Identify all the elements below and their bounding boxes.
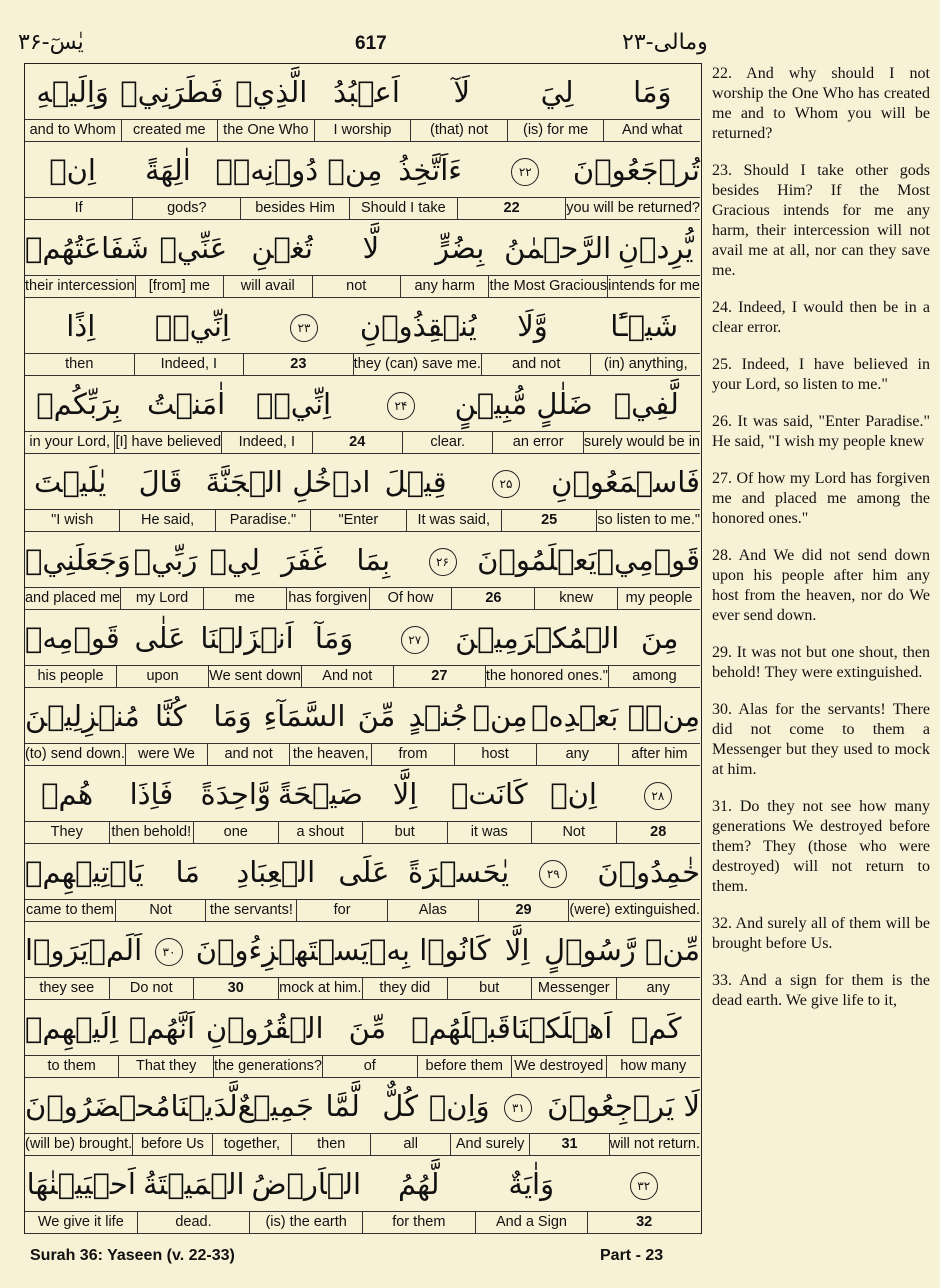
arabic-word: اٰلِهَةً [144, 153, 191, 187]
word-translation: (is) for me [507, 120, 604, 141]
verse-number-cell: 22 [457, 198, 565, 219]
verse-end-marker: ۳۰ [155, 938, 183, 966]
arabic-word: بِضُرٍّ [435, 231, 485, 265]
arabic-word: عَلٰى [134, 621, 186, 655]
translation-row [25, 432, 700, 454]
arabic-word: جُنۡدٍ [408, 699, 468, 733]
verse-block [25, 532, 700, 610]
verse-translation: 25. Indeed, I have believed in your Lord, so listen to me." [712, 356, 930, 393]
word-translation: surely would be in [583, 432, 700, 453]
word-translation: the heaven, [289, 744, 371, 765]
word-translation: clear. [402, 432, 492, 453]
word-translation: how many [606, 1056, 701, 1077]
word-translation: and not [207, 744, 289, 765]
arabic-word: لَّفِيۡ [613, 387, 679, 421]
arabic-word: كُلٌّ [382, 1089, 419, 1123]
word-translation: then [65, 356, 94, 372]
arabic-word: مِنَ [640, 621, 679, 655]
word-translation: my people [617, 588, 700, 609]
word-translation: after him [618, 744, 700, 765]
verse-end-marker: ۲۹ [539, 860, 567, 888]
word-translation: host [454, 744, 536, 765]
word-translation: among [608, 666, 700, 687]
arabic-word [347, 376, 454, 431]
translation-row [25, 744, 700, 766]
arabic-word: ضَلٰلٍ مُّبِيۡنٍ [454, 387, 593, 421]
arabic-word: وَاٰيَةٌ [508, 1167, 555, 1201]
translation-column [712, 64, 930, 1028]
verse-end-marker: ۲۷ [401, 626, 429, 654]
word-translation: any harm [400, 276, 488, 297]
arabic-word: تُغۡنِ [251, 231, 313, 265]
verse-block [25, 1156, 700, 1234]
translation-row [25, 120, 700, 142]
word-translation: you will be returned? [565, 198, 700, 219]
verse-block [25, 688, 700, 766]
arabic-word: اَنَّهُمۡ [128, 1011, 196, 1045]
arabic-row [25, 844, 700, 900]
arabic-word: الۡمَيۡتَةُ [142, 1167, 245, 1201]
arabic-row [25, 1078, 700, 1134]
arabic-word: لَآ [453, 75, 471, 109]
word-translation: before Us [132, 1134, 211, 1155]
para-name-urdu: ومالی-۲۳ [622, 30, 708, 55]
word-translation: He said, [119, 510, 214, 531]
word-translation: intends for me [607, 276, 700, 297]
word-translation: they see [39, 980, 95, 996]
page-number: 617 [355, 33, 387, 54]
verse-number-cell: 24 [312, 432, 402, 453]
word-translation: an error [492, 432, 582, 453]
translation-row [25, 822, 700, 844]
verse-block [25, 1000, 700, 1078]
arabic-word: اَحۡيَيۡنٰهَا [26, 1167, 136, 1201]
word-translation: mock at him. [278, 978, 363, 999]
arabic-word: وَاِلَيۡهِ [36, 75, 109, 109]
word-translation: We give it life [37, 1214, 124, 1230]
verse-translation: 29. It was not but one shout, then behold! They were extinguished. [712, 644, 930, 681]
word-translation: And a Sign [475, 1212, 588, 1233]
arabic-word: قَوۡمِهٖ [24, 621, 120, 655]
word-translation: Should I take [349, 198, 457, 219]
arabic-word: اِذًا [66, 309, 96, 343]
word-translation: Messenger [531, 978, 616, 999]
arabic-word: وَمَا [213, 699, 252, 733]
verse-translation: 31. Do they not see how many generations We destroyed before them? They (those who were destroyed) will not return to them. [712, 798, 930, 895]
word-translation: a shout [278, 822, 363, 843]
arabic-word: صَيۡحَةً [277, 777, 363, 811]
verse-end-marker: ۲۵ [492, 470, 520, 498]
arabic-word: لِيۡ [209, 543, 260, 577]
arabic-word: اَهۡلَكۡنَا [510, 1011, 613, 1045]
arabic-word: يُّرِدۡنِ [617, 231, 694, 265]
word-translation: That they [118, 1056, 213, 1077]
word-translation: of [322, 1056, 417, 1077]
word-by-word-grid [24, 63, 702, 1234]
word-translation: the honored ones." [485, 666, 608, 687]
verse-block [25, 142, 700, 220]
word-translation: knew [534, 588, 617, 609]
verse-end-marker: ۲۳ [290, 314, 318, 342]
arabic-word: مَا [175, 855, 200, 889]
translation-row [25, 1212, 700, 1234]
word-translation: (is) the earth [249, 1212, 362, 1233]
verse-end-marker: ۲۶ [429, 548, 457, 576]
verse-translation: 23. Should I take other gods besides Him? If the Most Gracious intends for me any harm, their intercession will not avail me at all, nor can they save me. [712, 162, 930, 279]
word-translation: not [312, 276, 400, 297]
word-translation: Alas [387, 900, 478, 921]
verse-translation: 24. Indeed, I would then be in a clear error. [712, 299, 930, 336]
arabic-word: الَّذِيۡ [235, 75, 308, 109]
word-translation: my Lord [120, 588, 203, 609]
verse-translation: 28. And We did not send down upon his people after him any host from the heaven, nor do We ever send down. [712, 547, 930, 624]
arabic-word: شَفَاعَتُهُمۡ [25, 231, 149, 265]
arabic-word: مِنۡۢ بَعۡدِهٖ [531, 699, 700, 733]
arabic-word: هُمۡ [41, 777, 94, 811]
arabic-word: تُرۡجَعُوۡنَ [572, 153, 700, 187]
word-translation: will avail [223, 276, 311, 297]
arabic-word: ادۡخُلِ الۡجَنَّةَ [205, 465, 371, 499]
verse-block [25, 922, 700, 1000]
verse-number-cell: 23 [243, 354, 353, 375]
word-translation: (will be) brought. [25, 1136, 133, 1152]
arabic-word: كَمۡ [630, 1011, 682, 1045]
verse-block [25, 454, 700, 532]
arabic-word [248, 298, 360, 353]
arabic-word [408, 532, 477, 587]
arabic-word: وَمَا [633, 75, 672, 109]
arabic-word: فَاسۡمَعُوۡنِ [551, 465, 700, 499]
arabic-word: مِّنَ [348, 1011, 387, 1045]
verse-number-cell: 28 [616, 822, 701, 843]
arabic-word: مِنۡ دُوۡنِهٖۤ [215, 153, 383, 187]
verse-translation: 32. And surely all of them will be brought before Us. [712, 915, 930, 952]
word-translation: And surely [450, 1134, 529, 1155]
arabic-word [490, 1078, 547, 1133]
arabic-word: لَا يَرۡجِعُوۡنَ [547, 1089, 700, 1123]
arabic-word: خٰمِدُوۡنَ [597, 855, 700, 889]
arabic-word [142, 922, 196, 977]
word-translation: We destroyed [511, 1056, 606, 1077]
word-translation: It was said, [406, 510, 501, 531]
verse-translation: 26. It was said, "Enter Paradise." He said, "I wish my people knew [712, 413, 930, 450]
arabic-word: وَمَآ [314, 621, 354, 655]
word-translation: so listen to me." [596, 510, 700, 531]
word-translation: created me [121, 120, 218, 141]
word-translation: came to them [25, 902, 114, 918]
word-translation: If [74, 200, 83, 216]
arabic-word: عَنِّيۡ [159, 231, 228, 265]
word-translation: "Enter [310, 510, 405, 531]
arabic-word: اَنۡزَلۡنَا [200, 621, 294, 655]
word-translation: they (can) save me. [353, 354, 481, 375]
verse-end-marker: ۳۱ [504, 1094, 532, 1122]
arabic-word [374, 610, 455, 665]
word-translation: upon [116, 666, 208, 687]
arabic-row [25, 220, 700, 276]
word-translation: to them [47, 1058, 96, 1074]
arabic-word: اَلَمۡ [88, 933, 143, 967]
verse-number-cell: 31 [529, 1134, 608, 1155]
arabic-word: وَّلَا [517, 309, 548, 343]
verse-block [25, 298, 700, 376]
verse-block [25, 766, 700, 844]
arabic-word: اِلَّا [504, 933, 530, 967]
arabic-word: اِنِّيۡۤ [255, 387, 332, 421]
arabic-word [509, 844, 597, 899]
arabic-word: كَانَتۡ [451, 777, 528, 811]
word-translation: from [371, 744, 453, 765]
arabic-word: يُنۡقِذُوۡنِ [359, 309, 477, 343]
page-header [0, 30, 940, 60]
word-translation: the servants! [205, 900, 296, 921]
arabic-row [25, 1000, 700, 1056]
arabic-word: ءَاَتَّخِذُ [398, 153, 462, 187]
arabic-word: يَعۡلَمُوۡنَ [477, 543, 597, 577]
arabic-word: اَعۡبُدُ [333, 75, 400, 109]
word-translation: but [447, 978, 532, 999]
arabic-word: فَاِذَا [129, 777, 174, 811]
word-translation: his people [37, 668, 104, 684]
arabic-word [478, 142, 573, 197]
arabic-word: يَسۡتَهۡزِءُوۡنَ [195, 933, 369, 967]
arabic-word: رَبِّيۡ [133, 543, 198, 577]
arabic-word [461, 454, 551, 509]
arabic-word: الرَّحۡمٰنُ [504, 231, 612, 265]
arabic-row [25, 922, 700, 978]
word-translation: and not [481, 354, 591, 375]
arabic-word: اٰمَنۡتُ [146, 387, 226, 421]
word-translation: Of how [369, 588, 452, 609]
translation-row [25, 276, 700, 298]
verse-block [25, 844, 700, 922]
word-translation: me [203, 588, 286, 609]
arabic-word: اِنۡ [49, 153, 96, 187]
arabic-word: السَّمَآءِ [263, 699, 346, 733]
verse-block [25, 1078, 700, 1156]
arabic-word [588, 1156, 701, 1211]
word-translation: has forgiven [286, 588, 369, 609]
word-translation: their intercession [25, 278, 135, 294]
word-translation: dead. [137, 1212, 250, 1233]
word-translation: [I] have believed [114, 432, 221, 453]
arabic-word: جَمِيۡعٌ [237, 1089, 314, 1123]
word-translation: We sent down [208, 666, 301, 687]
arabic-row [25, 610, 700, 666]
arabic-word: قِيۡلَ [384, 465, 447, 499]
verse-block [25, 376, 700, 454]
arabic-word: اِلَّا [392, 777, 418, 811]
arabic-row [25, 64, 700, 120]
arabic-word: الۡمُكۡرَمِيۡنَ [455, 621, 620, 655]
arabic-word: لَّا [362, 231, 380, 265]
arabic-row [25, 142, 700, 198]
arabic-word: وَاِنۡ [428, 1089, 490, 1123]
word-translation: Paradise." [215, 510, 310, 531]
word-translation: and placed me [24, 590, 121, 606]
word-translation: and to Whom [29, 122, 116, 138]
arabic-word: لِيَ [540, 75, 574, 109]
verse-translation: 22. And why should I not worship the One Who has created me and to Whom you will be returned? [712, 65, 930, 142]
verse-number-cell: 32 [587, 1212, 700, 1233]
verse-block [25, 610, 700, 688]
word-translation: (were) extinguished. [568, 900, 700, 921]
word-translation: then behold! [109, 822, 194, 843]
arabic-row [25, 376, 700, 432]
part-footer: Part - 23 [600, 1247, 664, 1264]
word-translation: they did [362, 978, 447, 999]
word-translation: gods? [132, 198, 240, 219]
word-translation: "I wish [51, 512, 94, 528]
arabic-row [25, 532, 700, 588]
arabic-word: الۡعِبَادِ [236, 855, 316, 889]
verse-number-cell: 29 [478, 900, 569, 921]
arabic-word: مِّنۡ رَّسُوۡلٍ [544, 933, 700, 967]
arabic-word: فَطَرَنِيۡ [120, 75, 224, 109]
arabic-word: الۡاَرۡضُ [251, 1167, 362, 1201]
translation-row [25, 1134, 700, 1156]
arabic-word: بِمَا [356, 543, 391, 577]
arabic-row [25, 1156, 700, 1212]
arabic-word: مُحۡضَرُوۡنَ [25, 1089, 171, 1123]
word-translation: Not [115, 900, 206, 921]
word-translation: (in) anything, [590, 354, 700, 375]
word-translation: were We [125, 744, 207, 765]
word-translation: for [296, 900, 387, 921]
arabic-word: مِنۡ [472, 699, 528, 733]
word-translation: then [291, 1134, 370, 1155]
arabic-word: مُنۡزِلِيۡنَ [25, 699, 140, 733]
word-translation: any [616, 978, 701, 999]
word-translation: will not return. [609, 1134, 700, 1155]
translation-row [25, 1056, 700, 1078]
arabic-word: لَّدَيۡنَا [170, 1089, 238, 1123]
arabic-word: وَجَعَلَنِيۡ [25, 543, 131, 577]
word-translation: Indeed, I [134, 354, 244, 375]
verse-block [25, 220, 700, 298]
word-translation: the One Who [217, 120, 314, 141]
arabic-row [25, 766, 700, 822]
translation-row [25, 978, 700, 1000]
arabic-row [25, 454, 700, 510]
arabic-word: يَاۡتِيۡهِمۡ [25, 855, 144, 889]
word-translation: I worship [314, 120, 411, 141]
word-translation: together, [212, 1134, 291, 1155]
word-translation: Not [531, 822, 616, 843]
word-translation: in your Lord, [29, 434, 110, 450]
arabic-word: يَرَوۡا [25, 933, 89, 967]
verse-end-marker: ۲۸ [644, 782, 672, 810]
word-translation: it was [447, 822, 532, 843]
arabic-word: قَالَ [138, 465, 183, 499]
arabic-word: لَّهُمُ [397, 1167, 440, 1201]
surah-name-urdu: یٰسٓ-۳۶ [18, 30, 84, 55]
word-translation: And what [603, 120, 700, 141]
arabic-word [616, 766, 700, 821]
word-translation: for them [362, 1212, 475, 1233]
arabic-word: بِرَبِّكُمۡ [36, 387, 122, 421]
translation-row [25, 354, 700, 376]
arabic-word: عَلَى [338, 855, 390, 889]
word-translation: the generations? [213, 1056, 322, 1077]
arabic-word: مِّنَ [357, 699, 396, 733]
arabic-word: كَانُوۡا بِهٖ [368, 933, 491, 967]
arabic-word: يٰحَسۡرَةً [407, 855, 510, 889]
word-translation: one [193, 822, 278, 843]
verse-translation: 33. And a sign for them is the dead earth. We give life to it, [712, 972, 930, 1009]
arabic-word: شَيۡـًٔا [610, 309, 679, 343]
translation-row [25, 198, 700, 220]
arabic-word: الۡقُرُوۡنِ [205, 1011, 324, 1045]
verse-number-cell: 26 [451, 588, 534, 609]
word-translation: They [50, 824, 83, 840]
word-translation: [from] me [135, 276, 223, 297]
translation-row [25, 900, 700, 922]
arabic-word: اِنۡ [550, 777, 597, 811]
translation-row [25, 588, 700, 610]
word-translation: besides Him [240, 198, 348, 219]
word-translation: (to) send down. [24, 746, 125, 762]
arabic-word: يٰلَيۡتَ [34, 465, 107, 499]
arabic-row [25, 298, 700, 354]
arabic-word: لَّمَّا [325, 1089, 360, 1123]
verse-block [25, 64, 700, 142]
word-translation: Indeed, I [221, 432, 311, 453]
word-translation: (that) not [410, 120, 507, 141]
verse-translation: 30. Alas for the servants! There did not come to them a Messenger but they used to mock at him. [712, 701, 930, 778]
verse-end-marker: ۲۲ [511, 158, 539, 186]
surah-footer: Surah 36: Yaseen (v. 22-33) [30, 1247, 235, 1264]
word-translation: but [362, 822, 447, 843]
word-translation: Do not [109, 978, 194, 999]
word-translation: before them [417, 1056, 512, 1077]
arabic-word: قَبۡلَهُمۡ [411, 1011, 511, 1045]
word-translation: any [536, 744, 618, 765]
arabic-word: كُنَّا [154, 699, 187, 733]
word-translation: all [370, 1134, 449, 1155]
arabic-word: قَوۡمِيۡ [596, 543, 700, 577]
verse-end-marker: ۳۲ [630, 1172, 658, 1200]
verse-translation: 27. Of how my Lord has forgiven me and placed me among the honored ones." [712, 470, 930, 527]
word-translation: the Most Gracious [488, 276, 607, 297]
verse-number-cell: 30 [193, 978, 278, 999]
arabic-word: غَفَرَ [281, 543, 327, 577]
arabic-word: اِنِّيۡۤ [154, 309, 230, 343]
arabic-word: وَّاحِدَةً [200, 777, 271, 811]
verse-end-marker: ۲۴ [387, 392, 415, 420]
translation-row [25, 666, 700, 688]
verse-number-cell: 27 [393, 666, 485, 687]
arabic-row [25, 688, 700, 744]
translation-row [25, 510, 700, 532]
arabic-word: اِلَيۡهِمۡ [25, 1011, 119, 1045]
word-translation: And not [301, 666, 393, 687]
verse-number-cell: 25 [501, 510, 596, 531]
